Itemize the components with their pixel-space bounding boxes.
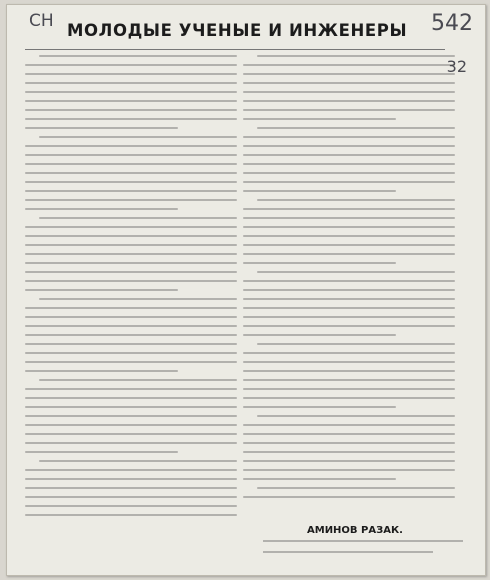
illegible-text-line <box>25 127 178 129</box>
illegible-text-line <box>25 487 237 489</box>
illegible-text-line <box>243 388 455 390</box>
illegible-text-line <box>25 307 237 309</box>
illegible-text-line <box>243 433 455 435</box>
illegible-text-line <box>25 352 237 354</box>
illegible-text-line <box>39 298 237 300</box>
author-affiliation-line <box>263 551 433 553</box>
illegible-text-line <box>243 262 396 264</box>
illegible-text-line <box>25 190 237 192</box>
illegible-text-line <box>25 397 237 399</box>
illegible-text-line <box>257 199 455 201</box>
illegible-text-line <box>243 307 455 309</box>
illegible-text-line <box>39 379 237 381</box>
illegible-text-line <box>243 469 455 471</box>
illegible-text-line <box>25 253 237 255</box>
illegible-text-line <box>243 217 455 219</box>
illegible-text-line <box>39 55 237 57</box>
illegible-text-line <box>25 370 178 372</box>
illegible-text-line <box>25 415 237 417</box>
illegible-text-line <box>243 406 396 408</box>
illegible-text-line <box>243 352 455 354</box>
article-headline: МОЛОДЫЕ УЧЕНЫЕ И ИНЖЕНЕРЫ <box>67 21 408 40</box>
illegible-text-line <box>25 163 237 165</box>
author-affiliation-line <box>263 540 463 542</box>
illegible-text-line <box>243 73 455 75</box>
illegible-text-line <box>243 289 455 291</box>
illegible-text-line <box>243 361 455 363</box>
illegible-text-line <box>25 325 237 327</box>
illegible-text-line <box>25 172 237 174</box>
handwritten-note-top-left: CН <box>29 11 54 31</box>
handwritten-margin-number: 32 <box>446 57 467 76</box>
illegible-text-line <box>25 109 237 111</box>
illegible-text-line <box>25 406 237 408</box>
illegible-text-line <box>25 181 237 183</box>
illegible-text-line <box>25 496 237 498</box>
illegible-text-line <box>25 262 237 264</box>
illegible-text-line <box>243 154 455 156</box>
illegible-text-line <box>25 199 237 201</box>
illegible-text-line <box>243 82 455 84</box>
illegible-text-line <box>243 397 455 399</box>
article-author: АМИНОВ РАЗАК. <box>307 525 403 536</box>
illegible-text-line <box>243 118 396 120</box>
illegible-text-line <box>243 136 455 138</box>
illegible-text-line <box>25 244 237 246</box>
newspaper-clipping <box>6 4 486 576</box>
illegible-text-line <box>243 334 396 336</box>
illegible-text-line <box>25 289 178 291</box>
illegible-text-line <box>243 460 455 462</box>
article-column-left <box>25 55 237 515</box>
illegible-text-line <box>243 379 455 381</box>
illegible-text-line <box>243 163 455 165</box>
illegible-text-line <box>243 181 455 183</box>
illegible-text-line <box>243 109 455 111</box>
illegible-text-line <box>243 316 455 318</box>
illegible-text-line <box>25 361 237 363</box>
illegible-text-line <box>25 451 178 453</box>
illegible-text-line <box>25 154 237 156</box>
illegible-text-line <box>243 100 455 102</box>
illegible-text-line <box>25 334 237 336</box>
illegible-text-line <box>257 271 455 273</box>
illegible-text-line <box>25 316 237 318</box>
illegible-text-line <box>257 343 455 345</box>
illegible-text-line <box>243 325 455 327</box>
illegible-text-line <box>243 280 455 282</box>
illegible-text-line <box>257 415 455 417</box>
illegible-text-line <box>25 505 237 507</box>
illegible-text-line <box>243 226 455 228</box>
illegible-text-line <box>243 424 455 426</box>
illegible-text-line <box>25 424 237 426</box>
illegible-text-line <box>243 298 455 300</box>
illegible-text-line <box>257 487 455 489</box>
illegible-text-line <box>243 235 455 237</box>
illegible-text-line <box>243 478 396 480</box>
illegible-text-line <box>25 82 237 84</box>
handwritten-page-number: 542 <box>431 11 473 36</box>
illegible-text-line <box>25 280 237 282</box>
illegible-text-line <box>25 271 237 273</box>
illegible-text-line <box>39 460 237 462</box>
illegible-text-line <box>25 343 237 345</box>
article-column-right <box>243 55 455 515</box>
illegible-text-line <box>25 478 237 480</box>
illegible-text-line <box>257 127 455 129</box>
illegible-text-line <box>25 145 237 147</box>
illegible-text-line <box>25 469 237 471</box>
illegible-text-line <box>25 118 237 120</box>
illegible-text-line <box>243 244 455 246</box>
illegible-text-line <box>243 145 455 147</box>
illegible-text-line <box>243 253 455 255</box>
illegible-text-line <box>257 55 455 57</box>
illegible-text-line <box>25 91 237 93</box>
illegible-text-line <box>25 433 237 435</box>
illegible-text-line <box>243 442 455 444</box>
illegible-text-line <box>243 370 455 372</box>
illegible-text-line <box>25 100 237 102</box>
illegible-text-line <box>25 235 237 237</box>
illegible-text-line <box>243 208 455 210</box>
illegible-text-line <box>39 217 237 219</box>
illegible-text-line <box>243 190 396 192</box>
illegible-text-line <box>25 208 178 210</box>
illegible-text-line <box>39 136 237 138</box>
illegible-text-line <box>243 496 455 498</box>
illegible-text-line <box>243 451 455 453</box>
illegible-text-line <box>25 388 237 390</box>
illegible-text-line <box>25 73 237 75</box>
illegible-text-line <box>25 514 237 516</box>
headline-divider <box>25 49 445 50</box>
illegible-text-line <box>25 226 237 228</box>
illegible-text-line <box>243 91 455 93</box>
illegible-text-line <box>25 442 237 444</box>
illegible-text-line <box>243 64 455 66</box>
illegible-text-line <box>243 172 455 174</box>
illegible-text-line <box>25 64 237 66</box>
